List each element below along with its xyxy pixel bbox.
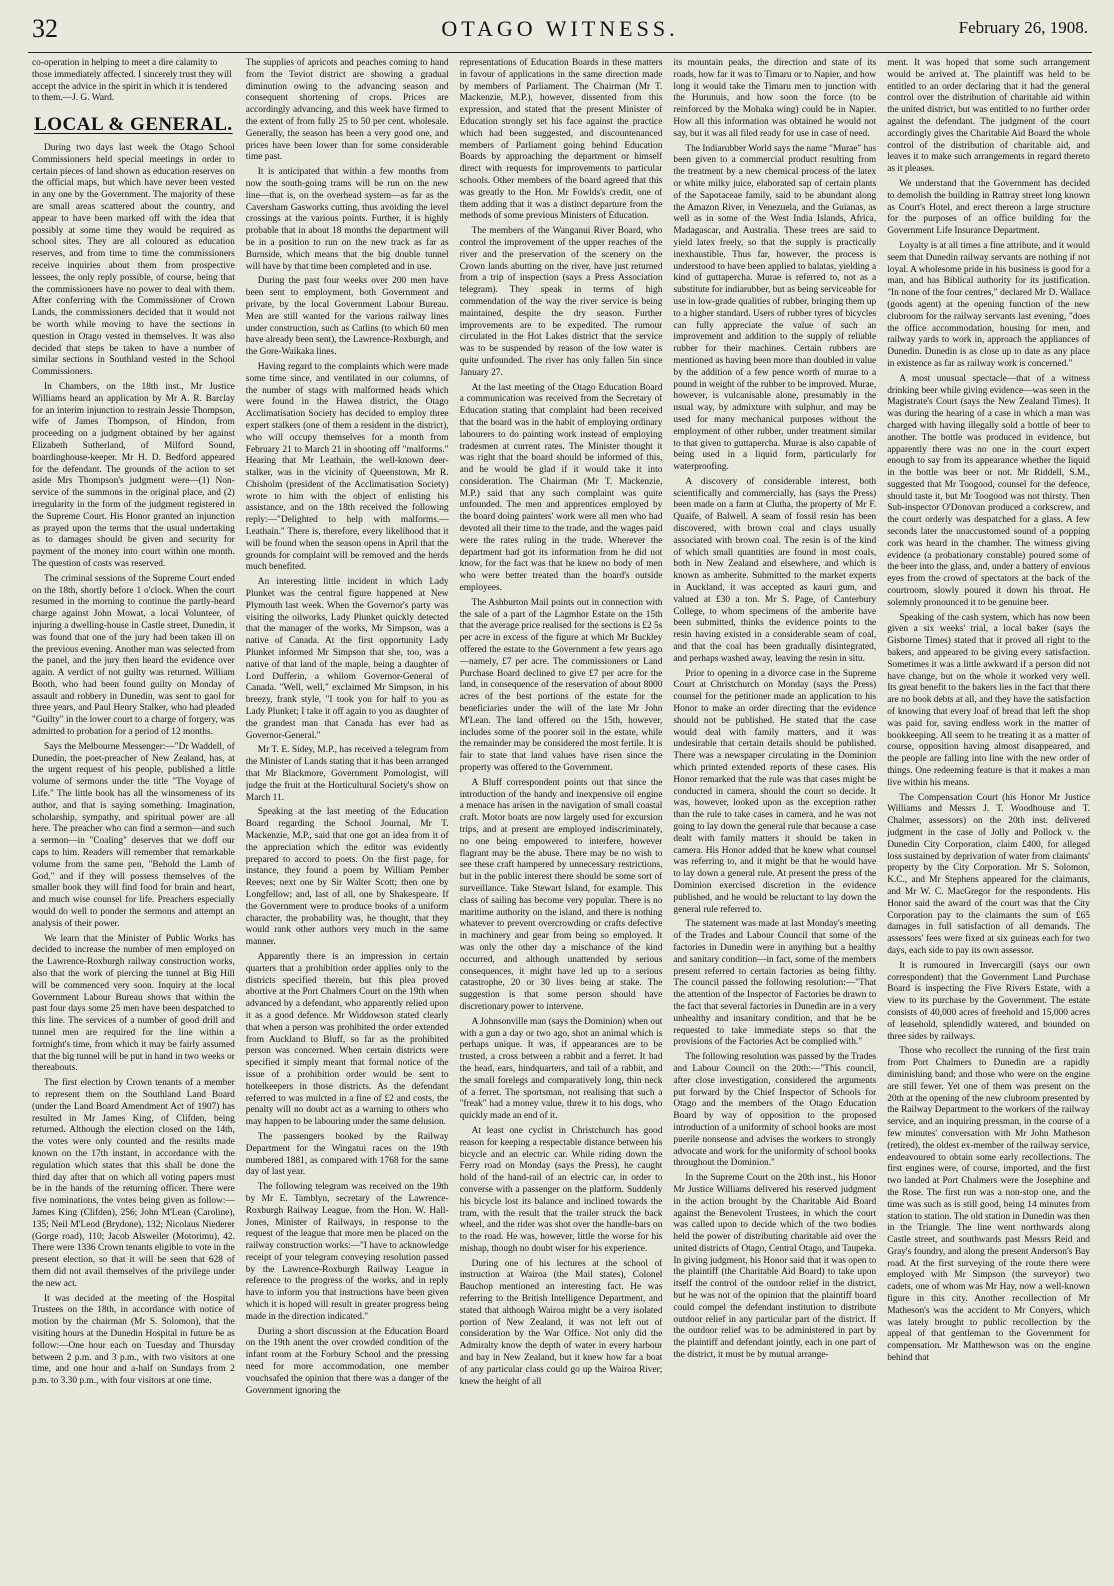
article-paragraph: Speaking of the cash system, which has now been given a six weeks' trial, a local baker (says the Gisborne Times) stated that it proved all right to the bakers, and appeared to be giving every satisfaction. Sometimes it was a little awkward if a person did not have change, but on the whole it worked very well. Its great benefit to the bakers lies in the fact that there are no book debts at all, and they have the satisfaction of knowing that every loaf of bread that left the shop was paid for, saving endless work in the matter of bookkeeping. All seem to be treating it as a matter of course, opposition having almost disappeared, and the people are falling into line with the new order of things. One redeeming feature is that it makes a man live within his means.	[887, 612, 1090, 788]
masthead: OTAGO WITNESS.	[441, 16, 679, 41]
article-paragraph: Apparently there is an impression in certain quarters that a prohibition order applies only to the districts specified therein, but this plea proved abortive at the Port Chalmers Court on the 19th when advanced by a defendant, who apparently relied upon it as a good defence. Mr Widdowson stated clearly that when a person was prohibited the order extended from Auckland to Bluff, so far as the prohibited person was concerned. When certain districts were specified it simply meant that formal notice of the issue of a prohibition order would be sent to hotelkeepers in those districts. As the defendant referred to was mulcted in a fine of £2 and costs, the penalty will no doubt act as a warning to others who may happen to be labouring under the same delusion.	[245, 951, 449, 1128]
article-paragraph: A Bluff correspondent points out that since the introduction of the handy and inexpensive oil engine a menace has arisen in the navigation of small coastal craft. Motor boats are now largely used for excursion trips, and at present are employed indiscriminately, no one being empowered to interfere, however flagrant may be the abuse. There may be no wish to see these craft hampered by unnecessary restrictions, but in the public interest there should be some sort of surveillance. Take Stewart Island, for example. This class of sailing has become very popular. There is no maritime authority on the island, and there is nothing whatever to prevent overcrowding or crafts defective in machinery and gear from being so employed. It was only the other day a mischance of the kind occurred, and although unattended by serious consequences, it might have led up to a serious catastrophe, 20 or 30 lives being at stake. The suggestion is that some person should have discretionary power to intervene.	[459, 777, 663, 1012]
article-paragraph: It is anticipated that within a few months from now the south-going trams will be run on the new line—that is, on the overhead system—as far as the Caversham Gasworks cutting, thus avoiding the level crossings at the various points. Further, it is highly probable that in about 18 months the department will be in a position to run on the new track as far as Burnside, which means that the big double tunnel will have by that time been completed and in use.	[245, 167, 449, 272]
article-paragraph: During a short discussion at the Education Board on the 19th anent the over crowded condition of the infant room at the Forbury School and the pressing need for more accommodation, one member vouchsafed the opinion that there was a danger of the Government ignoring the	[245, 1326, 449, 1396]
article-paragraph: Says the Melbourne Messenger:—"Dr Waddell, of Dunedin, the poet-preacher of New Zealand, has, at the urgent request of his people, published a little volume of sermons under the title "The Voyage of Life." The little book has all the winsomeness of its author, and that is saying something. Imagination, scholarship, sympathy, and spiritual power are all here. The preacher who can find a sermon—and such a sermon—in "Coaling" deserves that we doff our caps to him. Readers will remember that remarkable volume from the same pen, "Behold the Lamb of God," and if they will possess themselves of the smaller book they will find food for brain and heart, and much wise counsel for life. Preachers especially would do well to ponder the sermons and attempt an analysis of their power.	[32, 741, 235, 929]
article-paragraph: An interesting little incident in which Lady Plunket was the central figure happened at New Plymouth last week. When the Governor's party was visiting the oilworks, Lady Plunket quickly detected that the manager of the works, Mr Simpson, was a native of Canada. At the first opportunity Lady Plunket informed Mr Simpson that she, too, was a native of that land of the maple, being a daughter of Lord Dufferin, a whilom Governor-General of Canada. "Well, well," exclaimed Mr Simpson, in his breezy, frank style, "I took you for half to you as Lady Plunket; I take it off again to you as daughter of the grandest man that Canada has ever had as Governor-General."	[245, 577, 449, 741]
section-title: LOCAL & GENERAL.	[34, 114, 233, 136]
article-paragraph: The members of the Wanganui River Board, who control the improvement of the upper reaches of the river and the preservation of the scenery on the Crown lands abutting on the river, have just returned from a trip of inspection (says a Press Association telegram). They speak in terms of high commendation of the way the river service is being maintained, despite the dry season. Further improvements are to be expedited. The rumour circulated in the Hot Lakes district that the service was to be suspended by reason of the low water is quite unfounded. The river has only fallen 5in since January 27.	[459, 226, 663, 378]
article-paragraph: We understand that the Government has decided to demolish the building in Rattray street long known as Court's Hotel, and erect thereon a large structure for the purposes of an office building for the Government Life Insurance Department.	[887, 178, 1090, 237]
column-4	[673, 58, 876, 1576]
article-paragraph: A most unusual spectacle—that of a witness drinking beer while giving evidence—was seen in the Magistrate's Court (says the New Zealand Times). It was during the hearing of a case in which a man was charged with having illegally sold a bottle of beer to another. The bottle was produced in evidence, but apparently there was no one in the court expert enough to say from its appearance whether the liquid in the bottle was beer or not. Mr Riddell, S.M., suggested that Mr Toogood, counsel for the defence, should taste it, but Mr Toogood was not thirsty. Then Sub-inspector O'Donovan produced a corkscrew, and the court orderly was despatched for a glass. A few seconds later the unaccustomed sound of a popping cork was heard in the chamber. The witness giving evidence (a probationary constable) poured some of the beer into the glass, and, under a battery of envious eyes from the crowd of spectators at the back of the courtroom, slowly poured it down his throat. He solemnly pronounced it to be genuine beer.	[887, 373, 1090, 608]
article-paragraph: In the Supreme Court on the 20th inst., his Honor Mr Justice Williams delivered his reserved judgment in the action brought by the Charitable Aid Board against the Benevolent Trustees, in which the court was called upon to decide which of the two bodies held the power of distributing charitable aid over the united districts of Otago, Central Otago, and Taupeka. In giving judgment, his Honor said that it was open to the plaintiff (the Charitable Aid Board) to take upon itself the control of the outdoor relief in the district, but he was not of the opinion that the plaintiff board could compel the defendant institution to distribute outdoor relief in any particular part of the district. If the outdoor relief was to be administered in part by the plaintiff and defendant jointly, each in one part of the district, it must be by mutual arrange-	[673, 1173, 877, 1361]
article-paragraph: Those who recollect the running of the first train from Port Chalmers to Dunedin are a rapidly diminishing band; and those who were on the engine are still fewer. Yet one of them was present on the 20th at the opening of the new clubroom presented by the Railway Department to the workers of the railway service, and an inquiring pressman, in the course of a few minutes' conversation with Mr John Matheson (retired), the oldest ex-member of the railway service, endeavoured to obtain some early recollections. The first engines were, of course, imported, and the first two landed at Port Chalmers were the Josephine and the Rose. The first run was a non-stop one, and the time was such as is still good, being 14 minutes from station to station. The old station in Dunedin was then in the Triangle. The line went northwards along Castle street, and southwards past Messrs Reid and Gray's foundry, and along the present Anderson's Bay road. At the first surveying of the route there were employed with Mr Simpson (the surveyor) two cadets, one of whom was Mr Hay, now a well-known figure in this city. Another recollection of Mr Matheson's was the accident to Mr Conyers, which was lately brought to public recollection by the appeal of that gentleman to the Government for compensation. Mr Matthewson was on the engine behind that	[887, 1046, 1090, 1364]
article-paragraph: During the past four weeks over 200 men have been sent to employment, both Government and private, by the local Government Labour Bureau. Men are still wanted for the various railway lines under construction, such as Catlins (to which 60 men have already been sent), the Lawrence-Roxburgh, and the Gore-Waikaka lines.	[245, 276, 449, 358]
article-paragraph: We learn that the Minister of Public Works has decided to increase the number of men employed on the Lawrence-Roxburgh railway construction works, also that the work of piercing the tunnel at Big Hill will be commenced very soon. Inquiry at the local Government Labour Bureau shows that within the past four days some 25 men have been despatched to this line. The services of a number of good drill and tunnel men are required for the line within a fortnight's time, from which it may be fairly assumed that the big tunnel will be put in hand in two weeks or thereabouts.	[32, 933, 235, 1074]
article-paragraph: The statement was made at last Monday's meeting of the Trades and Labour Council that some of the factories in Dunedin were in anything but a healthy and sanitary condition—in fact, some of the members present referred to certain factories as being filthy. The council passed the following resolution:—"That the attention of the Inspector of Factories be drawn to the fact that several factories in Dunedin are in a very unhealthy and insanitary condition, and that he be requested to take immediate steps so that the provisions of the Factories Act be complied with."	[673, 919, 877, 1048]
article-paragraph: The passengers booked by the Railway Department for the Wingatui races on the 19th numbered 1881, as compared with 1768 for the same day of last year.	[245, 1131, 449, 1178]
column-3	[460, 58, 663, 1576]
article-paragraph: The first election by Crown tenants of a member to represent them on the Southland Land Board (under the Land Board Amendment Act of 1907) has resulted in Mr James King, of Clifden, being returned. Although the election closed on the 14th, the votes were only counted and the results made known on the 17th instant, in accordance with the regulation which states that this shall be done the third day after that on which all voting papers must be in the hands of the returning officer. There were five nominations, the votes being given as follow:—James King (Clifden), 256; John M'Lean (Caroline), 135; Neil M'Leod (Brydone), 132; Nicolaus Niederer (Gorge road), 110; Jacob Alsweiler (Motorimu), 42. There were 1336 Crown tenants eligible to vote in the present election, so that it will be seen that 628 of them did not avail themselves of the privilege under the new act.	[32, 1078, 235, 1289]
article-paragraph: The supplies of apricots and peaches coming to hand from the Teviot district are showing a gradual diminution owing to the advancing season and consequent shortening of crops. Prices are accordingly advancing, and this week have firmed to the extent of from fully 25 to 50 per cent. wholesale. Generally, the season has been a very good one, and prices have been lower than for some considerable time past.	[245, 58, 449, 163]
article-paragraph: It is rumoured in Invercargill (says our own correspondent) that the Government Land Purchase Board is inspecting the Five Rivers Estate, with a view to its purchase by the Government. The estate consists of 40,000 acres of freehold and 15,000 acres of leasehold, splendidly watered, and bounded on three sides by railways.	[887, 960, 1090, 1042]
intro-paragraph: co-operation in helping to meet a dire calamity to those immediately affected. I sincerely trust they will accept the advice in the spirit in which it is tendered to them.—J. G. Ward.	[32, 58, 232, 104]
article-columns	[32, 58, 1090, 1576]
column-5	[887, 58, 1090, 1576]
article-paragraph: At least one cyclist in Christchurch has good reason for keeping a respectable distance between his bicycle and an electric car. While riding down the Ferry road on Monday (says the Press), he caught hold of the hand-rail of an electric car, in order to converse with a passenger on the platform. Suddenly his bicycle lost its balance and inclined towards the tram, with the result that the trailer struck the back wheel, and the rider was shot over the handle-bars on to the road. He was, however, little the worse for his mishap, though no doubt wiser for his experience.	[459, 1125, 663, 1254]
article-paragraph: Prior to opening in a divorce case in the Supreme Court at Christchurch on Monday (says the Press) counsel for the petitioner made an application to his Honor to make an order directing that the evidence should not be published. He stated that the case would deal with family matters, and it was undesirable that certain details should be published. There was a newspaper circulating in the Dominion which printed extended reports of these cases. His Honor remarked that the rule was that cases might be conducted in camera, should the court so decide. It was, however, looked upon as the exception rather than the rule to take cases in camera, and he was not going to lay down the general rule that because a case dealt with family matters it should be taken in camera. His Honor added that he knew what counsel was referring to, and it might be that he would have to lay down a general rule. At present the press of the Dominion exercised discretion in the evidence published, and he would be reluctant to lay down the general rule referred to.	[673, 668, 877, 915]
article-paragraph: The following telegram was received on the 19th by Mr E. Tamblyn, secretary of the Lawrence-Roxburgh Railway League, from the Hon. W. Hall-Jones, Minister of Railways, in response to the request of the league that more men be placed on the railway construction works:—"I have to acknowledge receipt of your telegram conveying resolution passed by the Lawrence-Roxburgh Railway League in reference to the progress of the works, and in reply have to inform you that instructions have been given which it is hoped will result in greater progress being made in the direction indicated."	[245, 1182, 449, 1322]
article-paragraph: It was decided at the meeting of the Hospital Trustees on the 18th, in accordance with notice of motion by the chairman (Mr S. Solomon), that the visiting hours at the Dunedin Hospital in future be as follow:—One hour each on Tuesday and Thursday between 2 p.m. and 3 p.m., with two visitors at one time, and one hour and a-half on Sundays from 2 p.m. to 3.30 p.m., with four visitors at one time.	[32, 1293, 235, 1387]
article-paragraph: During two days last week the Otago School Commissioners held special meetings in order to certain pieces of land shown as education reserves on the official maps, but which have never been vested in any one by the Government. The majority of these are small areas scattered about the country, and appear to have been marked off with the idea that possibly at some time they would be required as school sites. They are all coloured as education reserves, and from time to time the commissioners receive inquiries about them from prospective lessees, the only reply possible, of course, being that the commissioners have no power to deal with them. After conferring with the Commissioner of Crown Lands, the commissioners decided that it would not be worth while moving to have the sections in question in Otago vested in themselves. It was also decided that steps be taken to have a number of similar sections in Southland vested in the School Commissioners.	[32, 143, 235, 378]
article-paragraph: Loyalty is at all times a fine attribute, and it would seem that Dunedin railway servants are nothing if not loyal. A wholesome pride in his business is good for a man, and has Biblical authority for its justification. "In none of the four centres," declared Mr D. Wallace (goods agent) at the opening function of the new clubroom for the railway servants last evening, "does the office accommodation, housing for men, and railway yards to work in, approach the appliances of Dunedin. Dunedin is as close up to date as any place in existence as far as railway work is concerned."	[887, 240, 1090, 369]
article-paragraph: ment. It was hoped that some such arrangement would be arrived at. The plaintiff was held to be entitled to an order declaring that it had the general control over the distribution of charitable aid within the united district, but was entitled to no further order against the defendant. The judgment of the court accordingly gives the Charitable Aid Board the whole control of the distribution of charitable aid, and leaves it to make such arrangements in regard thereto as it pleases.	[887, 58, 1090, 175]
article-paragraph: Speaking at the last meeting of the Education Board regarding the School Journal, Mr T. Mackenzie, M.P., said that one got an idea from it of the appreciation which the editor was evidently prepared to accord to poets. On the first page, for instance, they found a poem by William Pember Reeves; next one by Sir Walter Scott; then one by Longfellow; and, last of all, one by Shakespeare. If the Government were to produce books of a uniform character, the probability was, he thought, that they would rank other authors very much in the same manner.	[245, 807, 449, 948]
article-paragraph: its mountain peaks, the direction and state of its roads, how far it was to Timaru or to Napier, and how long it would take the Timaru men to junction with the Hurunuis, and how soon the force (to be reinforced by the Mohaka wing) could be in Napier. How all this information was obtained he would not say, but it was all filed ready for use in case of need.	[673, 58, 877, 139]
column-2	[246, 58, 449, 1576]
article-paragraph: At the last meeting of the Otago Education Board a communication was received from the Secretary of Education stating that complaint had been received that the board was in the habit of employing ordinary labourers to do painting work instead of employing tradesmen at current rates. The Minister thought it was right that the board should be informed of this, and he would be glad if it would take it into consideration. The Chairman (Mr T. Mackenzie, M.P.) said that any such complaint was quite unfounded. The men and apprentices employed by the board doing painters' work were all men who had devoted all their time to the trade, and the wages paid were the rates ruling in the trade. Wherever the department had got its information from he did not know, for the fact was that he knew no body of men who were better treated than the board's outside employees.	[459, 382, 663, 594]
article-paragraph: The Ashburton Mail points out in connection with the sale of a part of the Lagmhor Estate on the 15th that the average price realised for the sections is £2 5s per acre in excess of the figure at which Mr Buckley offered the estate to the Government a few years ago—namely, £7 per acre. The commissioners or Land Purchase Board declined to give £7 per acre for the land, in consequence of the reservation of about 8000 acres of the best portions of the estate for the beneficiaries under the will of the late Mr John M'Lean. The land offered on the 15th, however, includes some of the poorer soil in the estate, while the remainder may be considered the most fertile. It is fair to state that land values have risen since the property was offered to the Government.	[459, 597, 663, 774]
header-rule	[28, 52, 1092, 53]
article-paragraph: A Johnsonville man (says the Dominion) when out with a gun a day or two ago, shot an animal which is perhaps unique. It was, if appearances are to be trusted, a cross between a rabbit and a ferret. It had the head, ears, hindquarters, and tail of a rabbit, and the small forelegs and comparatively long, thin neck of a ferret. The sportsman, not realising that such a "freak" had a money value, threw it to his dogs, who quickly made an end of it.	[459, 1016, 663, 1122]
page-header	[28, 14, 1092, 48]
article-paragraph: During one of his lectures at the school of instruction at Wairoa (the Mail states), Colonel Bauchop mentioned an interesting fact. He was referring to the British Intelligence Department, and stated that although Wairoa might be a very isolated portion of New Zealand, it was not left out of consideration by the War Office. Not only did the Admiralty know the depth of water in every harbour and bay in New Zealand, but it knew how far a boat of any particular class could go up the Wairoa River; knew the height of all	[459, 1258, 663, 1387]
article-paragraph: The Compensation Court (his Honor Mr Justice Williams and Messrs J. T. Woodhouse and T. Chalmer, assessors) on the 20th inst. delivered judgment in the case of Jolly and Pollock v. the Dunedin City Corporation, claim £400, for alleged loss sustained by deprivation of water from claimants' property by the City Corporation. Mr S. Solomon, K.C., and Mr Stephens appeared for the claimants, and Mr W. C. MacGregor for the respondents. His Honor said the award of the court was that the City Corporation pay to the claimants the sum of £65 damages in full satisfaction of all demands. The assessors' fees were fixed at six guineas each for two days, each side to pay its own assessor.	[887, 792, 1090, 956]
article-paragraph: In Chambers, on the 18th inst., Mr Justice Williams heard an application by Mr A. R. Barclay for an interim injunction to restrain Jessie Thompson, wife of James Thompson, of Hindon, from proceeding on a judgment obtained by her against Elizabeth Sutherland, of Milford Sound, boardinghouse-keeper. Mr H. D. Bedford appeared for the defendant. The grounds of the action to set aside Mrs Thompson's judgment were—(1) Non-service of the summons in the original place, and (2) irregularity in the form of the judgment registered in the Supreme Court. His Honor granted an injunction as prayed upon the terms that the usual undertaking as to damages should be given and security for payment of the money into court within one month. The question of costs was reserved.	[32, 381, 235, 569]
article-paragraph: The criminal sessions of the Supreme Court ended on the 18th, shortly before 1 o'clock. When the court resumed in the morning to continue the partly-heard charge against John Mowat, a local Volunteer, of injuring a dwelling-house in Castle street, Dunedin, it was found that one of the jury had been taken ill on the previous evening. Another man was selected from the panel, and the jury then heard the evidence over again. A verdict of not guilty was returned. William Booth, who had been found guilty on Monday of assault and robbery in Dunedin, was sent to gaol for three years, and Paul Henry Stalker, who had pleaded "Guilty" in the lower court to a charge of forgery, was admitted to probation for a period of 12 months.	[32, 573, 235, 738]
issue-date: February 26, 1908.	[958, 18, 1088, 37]
article-paragraph: Mr T. E. Sidey, M.P., has received a telegram from the Minister of Lands stating that it has been arranged that Mr Blackmore, Government Pomologist, will judge the fruit at the Horticultural Society's show on March 11.	[245, 745, 449, 803]
article-paragraph: The following resolution was passed by the Trades and Labour Council on the 20th:—"This council, after close investigation, considered the arguments put forward by the Chief Inspector of Schools for Otago and the members of the Otago Education Board by way of opposition to the proposed introduction of a uniformity of school books are most puerile nonsense and advises the workers to strongly advocate and work for the uniformity of school books throughout the Dominion."	[673, 1052, 877, 1169]
article-paragraph: representations of Education Boards in these matters in favour of applications in the same direction made by members of Parliament. The Chairman (Mr T. Mackenzie, M.P.), however, dissented from this expression, and stated that the present Minister of Education strongly set his face against the practice which had been suggested, and discountenanced members of Parliament going behind Education Boards by approaching the department or himself direct with requests for improvements to particular schools. Other members of the board agreed that this was greatly to the Hon. Mr Fowlds's credit, one of them adding that it was a distinct departure from the methods of some previous Ministers of Education.	[459, 58, 663, 222]
page-number: 32	[32, 14, 58, 43]
column-1	[32, 58, 235, 1576]
article-paragraph: A discovery of considerable interest, both scientifically and commercially, has (says the Press) been made on a farm at Clutha, the property of Mr F. Quaife, of Balwell. A seam of fossil resin has been discovered, with brown coal and clays usually associated with brown coal. The resin is of the kind of which small quantities are found in most coals, both in New Zealand and elsewhere, and which is known as amberite. Submitted to the market experts in Auckland, it was accepted as kauri gum, and valued at £30 a ton. Mr S. Page, of Canterbury College, to whom specimens of the amberite have been submitted, thinks the evidence points to the resin having existed in a considerable seam of coal, and that the coal has been gradually disintegrated, and perhaps washed away, leaving the resin in situ.	[673, 476, 877, 664]
article-paragraph: Having regard to the complaints which were made some time since, and ventilated in our columns, of the number of stags with malformed heads which were found in the Hawea district, the Otago Acclimatisation Society has decided to employ three expert stalkers (one of them a resident in the district), who will occupy themselves for a month from February 21 to March 21 in shooting off "malforms." Hearing that Mr Leathain, the well-known deer-stalker, was in the vicinity of Queenstown, Mr R. Chisholm (president of the Acclimatisation Society) wrote to him with the object of enlisting his assistance, and on the 18th received the following reply:—"Delighted to help with malforms.—Leathain." There is, therefore, every likelihood that it will be found when the season opens in April that the grounds for complaint will be removed and the herds much benefited.	[245, 361, 449, 573]
article-paragraph: The Indiarubber World says the name "Murae" has been given to a commercial product resulting from the treatment by a new chemical process of the latex or white milky juice, elaborated sap of certain plants of the Sapotaceae family, said to be abundant along the Amazon River, in Venezuela, and the Guianas, as well as in some of the West India Islands, Africa, Madagascar, and Australia. These trees are said to yield latex freely, so that the supply is practically inexhaustible. Thus far, however, the process is understood to have been applied to balatas, yielding a kind of guttapercha. Murae is referred to, not as a substitute for indiarubber, but as being serviceable for use in low-grade qualities of rubber, bringing them up to a higher standard. Users of rubber tyres of bicycles can fully appreciate the value of such an improvement and addition to the supply of reliable rubber for their machines. Certain rubbers are mentioned as having been more than doubled in value by the addition of a few pence worth of murae to a pound in weight of the rubber to be improved. Murae, however, is vulcanisable alone, presumably in the usual way, by admixture with sulphur, and may be used for many mechanical purposes without the employment of other rubber, under treatment similar to that given to guttapercha. Murae is also capable of being used in a liquid form, particularly for waterproofing.	[673, 143, 877, 473]
